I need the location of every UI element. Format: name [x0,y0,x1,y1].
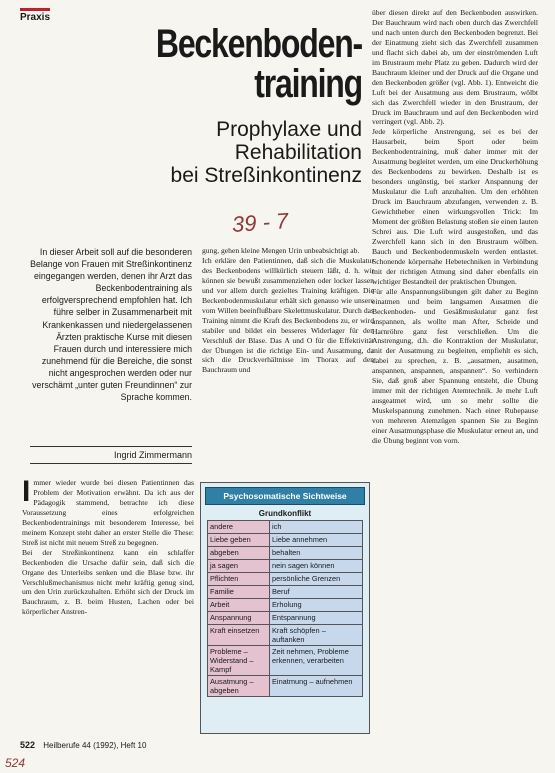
subtitle-line1: Prophylaxe und [216,118,362,141]
section-tag: Praxis [20,8,50,23]
table-row [208,612,363,625]
page-number: 522 [20,740,36,750]
table-cell-right: ich [270,521,363,534]
table-cell-left: Probleme – Widerstand – Kampf [208,646,270,676]
subtitle-line2: Rehabilitation [234,141,362,164]
table-cell-left: Pflichten [208,573,270,586]
table-row [208,599,363,612]
psychosomatic-table-box [200,482,370,734]
paragraph: Immer wieder wurde bei diesen Patientinnen das Problem der Motivation erwähnt. Da ich aus der Pädagogik stammend, betrachte ich diese Voraussetzung eines erfolgreichen Beckenbodentrainings mit besonderem Interesse, bei meinem Konzept steht daher an erster Stelle die These: Streß ist nicht mit neuem Streß zu begegnen. [22,475,194,547]
table-cell-left: andere [208,521,270,534]
intro-text: In dieser Arbeit soll auf die besonderen Belange von Frauen mit Streßinkontinenz eingegangen werden, denen ihr Arzt das Beckenbodentraining als erfolgversprechend empfohlen hat. Ich führe selber in Zusammenarbeit mit Krankenkassen und niedergelassenen Ärzten praktische Kurse mit diesen Frauen durch und interessiere mich zunehmend für die Bereiche, die sonst nicht angesprochen werden oder nur verschämt „unter guten Freundinnen“ zur Sprache kommen. [30,247,192,403]
table-row [208,646,363,676]
paragraph: Für alle Anspannungsübungen gilt daher zu Beginn einatmen und beim langsamen Ausatmen die Beckenboden- und Gesäßmuskulatur ganz fest anspannen, als wollte man After, Scheide und Harnröhre ganz fest verschließen. Um die Anstrengung, d.h. die Kontraktion der Muskulatur, mit der Ausatmung zu begleiten, empfiehlt es sich, dabei zu sprechen, z. B. „ausatmen, ausatmen, anspannen, anspannen, anspannen“. So verhindern Sie, daß groß aber Spannung entsteht, die Übung immer mit der richtigen Atemtechnik. Je mehr Luft ausgeatmet wird, um so mehr sollte die Muskelspannung zunehmen. Nach einer Ruhepause von mehreren Atemzügen spannen Sie zu Beginn einer Ausatmungsphase die Muskulatur erneut an, und die Übung beginnt von vorn. [372,286,538,445]
handwritten-note: 39 - 7 [231,208,290,237]
table-title: Psychosomatische Sichtweise [205,487,365,505]
body-column-1 [22,475,194,617]
page-footer [20,740,146,750]
table-cell-right: persönliche Grenzen [270,573,363,586]
table-row [208,573,363,586]
table-row [208,560,363,573]
table-cell-left: abgeben [208,547,270,560]
body-column-3 [372,8,538,446]
table-row [208,586,363,599]
table-cell-left: Familie [208,586,270,599]
table-row [208,547,363,560]
table-cell-right: Zeit nehmen, Probleme erkennen, verarbeiten [270,646,363,676]
table-cell-left: Kraft einsetzen [208,625,270,646]
journal-reference: Heilberufe 44 (1992), Heft 10 [43,741,147,750]
table-cell-right: Beruf [270,586,363,599]
table-cell-left: Anspannung [208,612,270,625]
table-row [208,676,363,697]
body-column-2 [202,246,374,375]
conflict-table [207,520,363,697]
article-title-line1: Beckenboden- [155,22,362,66]
table-row [208,521,363,534]
table-cell-left: ja sagen [208,560,270,573]
author-name: Ingrid Zimmermann [30,446,192,464]
table-cell-left: Ausatmung – abgeben [208,676,270,697]
drop-cap: I [22,475,31,508]
paragraph: Jede körperliche Anstrengung, sei es bei der Hausarbeit, beim Sport oder beim Beckenbodentraining, muß daher immer mit der Ausatmung begleitet werden, um eine Druckerhöhung des Beckenbodens zu bewirken. Deshalb ist es besonders ungünstig, bei starker Anspannung der Muskulatur die Luft anzuhalten. Um den erhöhten Druck im Bauchraum abzufangen, verwenden z. B. Gewichtheber einen wirkungsvollen Trick: Im Moment der größten Belastung stoßen sie einen lauten Schrei aus. Die Luft wird ausgestoßen, und das Zwerchfell kann sich in den Brustraum wölben. Bauch und Beckenbodenmuskeln werden entlastet. Schonende körpernahe Hebetechniken in Verbindung mit der richtigen Atmung sind daher ebenfalls ein wichtiger Bestandteil der praktischen Übungen. [372,127,538,286]
table-cell-right: Erholung [270,599,363,612]
table-cell-right: Kraft schöpfen – auftanken [270,625,363,646]
table-cell-right: behalten [270,547,363,560]
article-title-line2: training [254,62,362,106]
paragraph: Ich erkläre den Patientinnen, daß sich die Muskulatur des Beckenbodens willkürlich steuern läßt, d. h. wir können sie bewußt zusammenziehen oder locker lassen und vor allem durch gezieltes Training kräftigen. Die Beckenbodenmuskulatur erhält sich genauso wie unsere vom Willen beeinflußbare Skelettmuskulatur. Durch das Training nimmt die Kraft des Beckenbodens zu, er wird stabiler und bildet ein besseres Widerlager für den Verschluß der Blase. Das A und O für die Effektivität der Übungen ist die richtige Ein- und Ausatmung, da sich die Druckverhältnisse im Thorax auf den Bauchraum und [202,255,374,375]
table-subtitle: Grundkonflikt [258,509,312,518]
paragraph: Bei der Streßinkontinenz kann ein schlaffer Beckenboden die Ursache dafür sein, daß sich die Organe des Unterleibs senken und die Blase bzw. ihr Verschlußmechanismus nicht mehr kräftig genug sind, um den Urin zurückzuhalten. Erhöht sich der Druck im Bauchraum, z. B. beim Husten, Lachen oder bei körperlicher Anstren- [22,547,194,617]
table-row [208,534,363,547]
paragraph: gung, gehen kleine Mengen Urin unbeabsichtigt ab. [202,246,360,255]
table-cell-right: Entspannung [270,612,363,625]
table-cell-right: Einatmung – aufnehmen [270,676,363,697]
paragraph: über diesen direkt auf den Beckenboden auswirken. Der Bauchraum wird nach oben durch das Zwerchfell und nach unten durch den Beckenboden begrenzt. Bei der Einatmung zieht sich das Zwerchfell zusammen und flacht sich dabei ab, um der einströmenden Luft im Brustraum mehr Platz zu geben. Dadurch wird der Bauchraum kleiner und der Druck auf die Organe und den Beckenboden größer (vgl. Abb. 1). Entweicht die Luft bei der Ausatmung aus dem Brustraum, wölbt sich das Zwerchfell wieder in den Brustraum, der Druck im Bauchraum und auf den Beckenboden wird verringert (vgl. Abb. 2). [372,8,538,127]
margin-note: 524 [5,756,26,770]
table-cell-right: Liebe annehmen [270,534,363,547]
article-subtitle [40,118,362,187]
table-cell-right: nein sagen können [270,560,363,573]
table-row [208,625,363,646]
table-cell-left: Liebe geben [208,534,270,547]
subtitle-line3: bei Streßinkontinenz [170,164,362,187]
table-cell-left: Arbeit [208,599,270,612]
